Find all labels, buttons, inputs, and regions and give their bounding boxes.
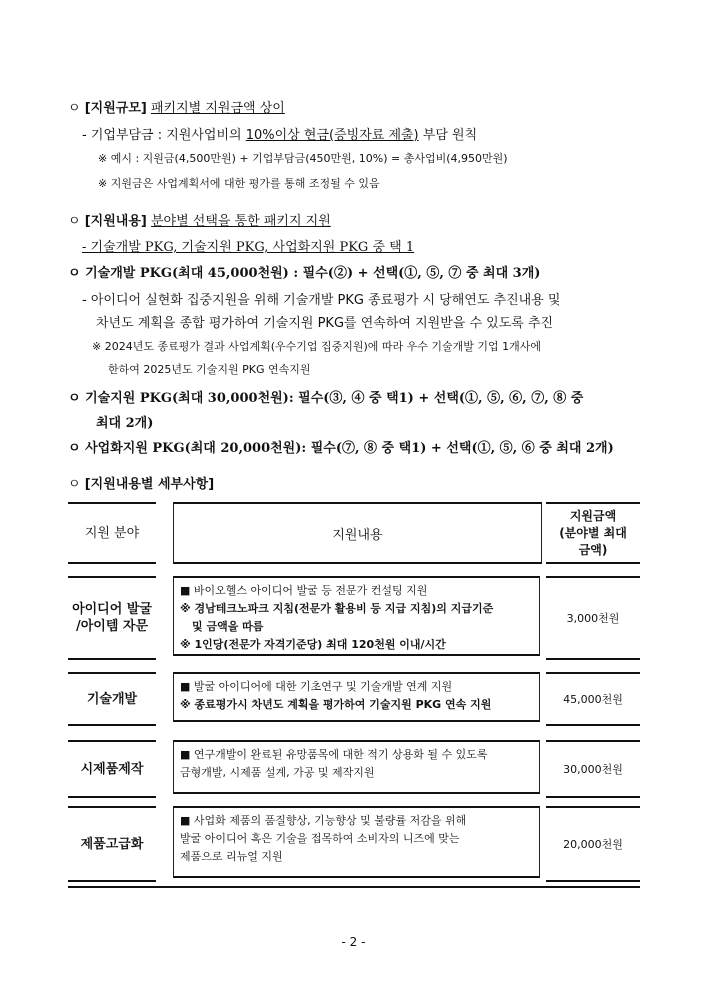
section-heading-scale: ㅇ [지원규모] 패키지별 지원금액 상이 — [68, 101, 285, 116]
amount-techdev: 45,000천원 — [546, 672, 640, 726]
amount-upgrade: 20,000천원 — [546, 806, 640, 882]
field-idea: 아이디어 발굴 /아이템 자문 — [68, 576, 156, 660]
adjust-note: ※ 지원금은 사업계획서에 대한 평가를 통해 조정될 수 있음 — [98, 177, 380, 190]
section-heading-content: ㅇ [지원내용] 분야별 선택을 통한 패키지 지원 — [68, 214, 331, 229]
content-techdev: ■ 발굴 아이디어에 대한 기초연구 및 기술개발 연계 지원 ※ 종료평가시 차년도 계획을 평가하여 기술지원 PKG 연속 지원 — [173, 672, 540, 722]
table-bottom-rule — [68, 886, 640, 888]
example-note: ※ 예시 : 지원금(4,500만원) + 기업부담금(450만원, 10%) = 총사업비(4,950만원) — [98, 152, 508, 165]
page-number: - 2 - — [341, 935, 366, 949]
pkg1-desc-2: 차년도 계획을 종합 평가하여 기술지원 PKG를 연속하여 지원받을 수 있도록 추진 — [96, 316, 554, 331]
field-prototype: 시제품제작 — [68, 740, 156, 798]
company-share-line: - 기업부담금 : 지원사업비의 10%이상 현금(증빙자료 제출) 부담 원칙 — [82, 128, 478, 143]
content-idea: ■ 바이오헬스 아이디어 발굴 등 전문가 컨설팅 지원 ※ 경남테크노파크 지침(전문가 활용비 등 지급 지침)의 지급기준 및 금액을 따름 ※ 1인당(전문가 자격기준당) 최대 120천원 이내/시간 — [173, 576, 540, 656]
header-content: 지원내용 — [173, 502, 542, 564]
pkg3-title: ㅇ 사업화지원 PKG(최대 20,000천원): 필수(⑦, ⑧ 중 택1) + 선택(①, ⑤, ⑥ 중 최대 2개) — [68, 441, 614, 456]
pkg-choice-line: - 기술개발 PKG, 기술지원 PKG, 사업화지원 PKG 중 택 1 — [82, 240, 415, 255]
field-upgrade: 제품고급화 — [68, 806, 156, 882]
header-field: 지원 분야 — [68, 502, 156, 564]
content-upgrade: ■ 사업화 제품의 품질향상, 기능향상 및 불량률 저감을 위해 발굴 아이디어 혹은 기술을 접목하여 소비자의 니즈에 맞는 제품으로 리뉴얼 지원 — [173, 806, 540, 878]
amount-idea: 3,000천원 — [546, 576, 640, 660]
pkg2-title-2: 최대 2개) — [96, 416, 154, 431]
pkg1-title: ㅇ 기술개발 PKG(최대 45,000천원) : 필수(②) + 선택(①, ⑤, ⑦ 중 최대 3개) — [68, 266, 541, 281]
pkg2-title-1: ㅇ 기술지원 PKG(최대 30,000천원): 필수(③, ④ 중 택1) + 선택(①, ⑤, ⑥, ⑦, ⑧ 중 — [68, 391, 584, 406]
field-techdev: 기술개발 — [68, 672, 156, 726]
header-amount: 지원금액 (분야별 최대 금액) — [546, 502, 640, 564]
section-heading-details: ㅇ [지원내용별 세부사항] — [68, 477, 215, 492]
content-prototype: ■ 연구개발이 완료된 유망품목에 대한 적기 상용화 될 수 있도록 금형개발, 시제품 설계, 가공 및 제작지원 — [173, 740, 540, 794]
pkg1-note-2: 한하여 2025년도 기술지원 PKG 연속지원 — [108, 363, 311, 376]
pkg1-desc-1: - 아이디어 실현화 집중지원을 위해 기술개발 PKG 종료평가 시 당해연도 추진내용 및 — [82, 293, 561, 308]
amount-prototype: 30,000천원 — [546, 740, 640, 798]
pkg1-note-1: ※ 2024년도 종료평가 결과 사업계획(우수기업 집중지원)에 따라 우수 기술개발 기업 1개사에 — [92, 340, 542, 353]
